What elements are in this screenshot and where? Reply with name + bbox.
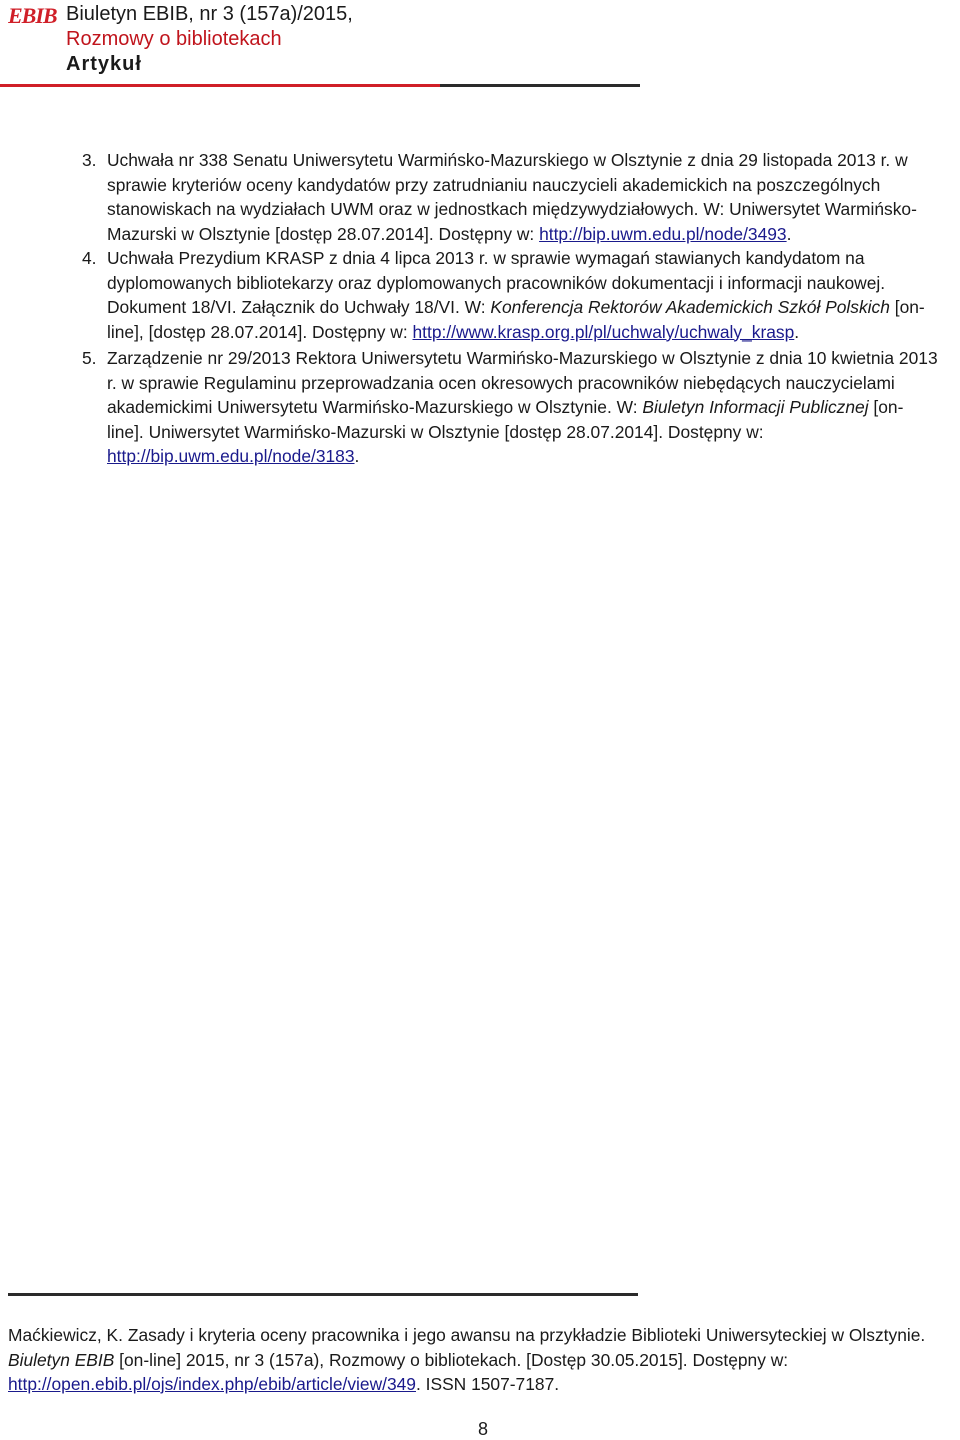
- article-type: Artykuł: [66, 53, 142, 75]
- page-number: 8: [477, 1419, 488, 1439]
- reference-link[interactable]: http://bip.uwm.edu.pl/node/3493: [539, 223, 787, 244]
- reference-text: Zarządzenie nr 29/2013 Rektora Uniwersytetu Warmińsko-Mazurskiego w Olsztynie z dnia 10 kwietnia 2013 r. w sprawie Regulaminu przeprowadzania ocen okresowych pracowników niebędących nauczycielami akademickimi Uniwersytetu Warmińsko-Mazurskiego w Olsztynie. W:: [107, 348, 938, 417]
- reference-number: 4.: [82, 248, 97, 268]
- reference-item: [82, 246, 940, 344]
- reference-source-title: Biuletyn Informacji Publicznej: [642, 397, 869, 417]
- references-section: [82, 148, 940, 469]
- reference-end: .: [786, 223, 792, 244]
- header-rule-red: [0, 84, 440, 87]
- reference-end: .: [794, 321, 800, 342]
- reference-text-b: [on-line], [dostęp 28.07.2014]. Dostępny w:: [107, 297, 925, 342]
- citation-text-b: [on-line] 2015, nr 3 (157a), Rozmowy o bibliotekach. [Dostęp 30.05.2015]. Dostępny w:: [114, 1349, 789, 1370]
- reference-link[interactable]: http://www.krasp.org.pl/pl/uchwaly/uchwaly_krasp: [412, 321, 795, 342]
- citation-text: Maćkiewicz, K. Zasady i kryteria oceny pracownika i jego awansu na przykładzie Biblioteki Uniwersyteckiej w Olsztynie.: [8, 1325, 926, 1345]
- reference-end: .: [354, 446, 360, 466]
- citation-link[interactable]: http://open.ebib.pl/ojs/index.php/ebib/article/view/349: [8, 1374, 416, 1394]
- citation-block: [8, 1323, 958, 1397]
- logo-text: EBIB: [8, 3, 57, 28]
- footer-rule: [8, 1293, 638, 1296]
- journal-title: Biuletyn EBIB, nr 3 (157a)/2015,: [66, 3, 353, 25]
- reference-number: 3.: [82, 150, 97, 170]
- header-rule-dark: [440, 84, 640, 87]
- ebib-logo: [8, 2, 60, 28]
- reference-text-b: [on-line]. Uniwersytet Warmińsko-Mazurski w Olsztynie [dostęp 28.07.2014]. Dostępny w:: [107, 397, 904, 442]
- reference-item: [82, 346, 940, 469]
- reference-number: 5.: [82, 348, 97, 368]
- citation-journal: Biuletyn EBIB: [8, 1349, 115, 1370]
- reference-link[interactable]: http://bip.uwm.edu.pl/node/3183: [107, 446, 355, 466]
- reference-list: [82, 148, 940, 469]
- reference-source-title: Konferencja Rektorów Akademickich Szkół Polskich: [490, 297, 890, 317]
- citation-issn: . ISSN 1507-7187.: [415, 1374, 560, 1394]
- reference-text: Uchwała nr 338 Senatu Uniwersytetu Warmińsko-Mazurskiego w Olsztynie z dnia 29 listopada 2013 r. w sprawie kryteriów oceny kandydatów przy zatrudnianiu nauczycieli akademickich na poszczególnych stanowiskach na wydziałach UWM oraz w jednostkach międzywydziałowych. W: Uniwersytet Warmińsko-Mazurski w Olsztynie [dostęp 28.07.2014]. Dostępny w:: [107, 150, 917, 244]
- reference-text: Uchwała Prezydium KRASP z dnia 4 lipca 2013 r. w sprawie wymagań stawianych kandydatom na dyplomowanych bibliotekarzy oraz dyplomowanych pracowników dokumentacji i informacji naukowej. Dokument 18/VI. Załącznik do Uchwały 18/VI. W:: [107, 248, 886, 317]
- reference-item: [82, 148, 940, 246]
- page-header: [0, 0, 960, 96]
- section-title: Rozmowy o bibliotekach: [66, 28, 282, 50]
